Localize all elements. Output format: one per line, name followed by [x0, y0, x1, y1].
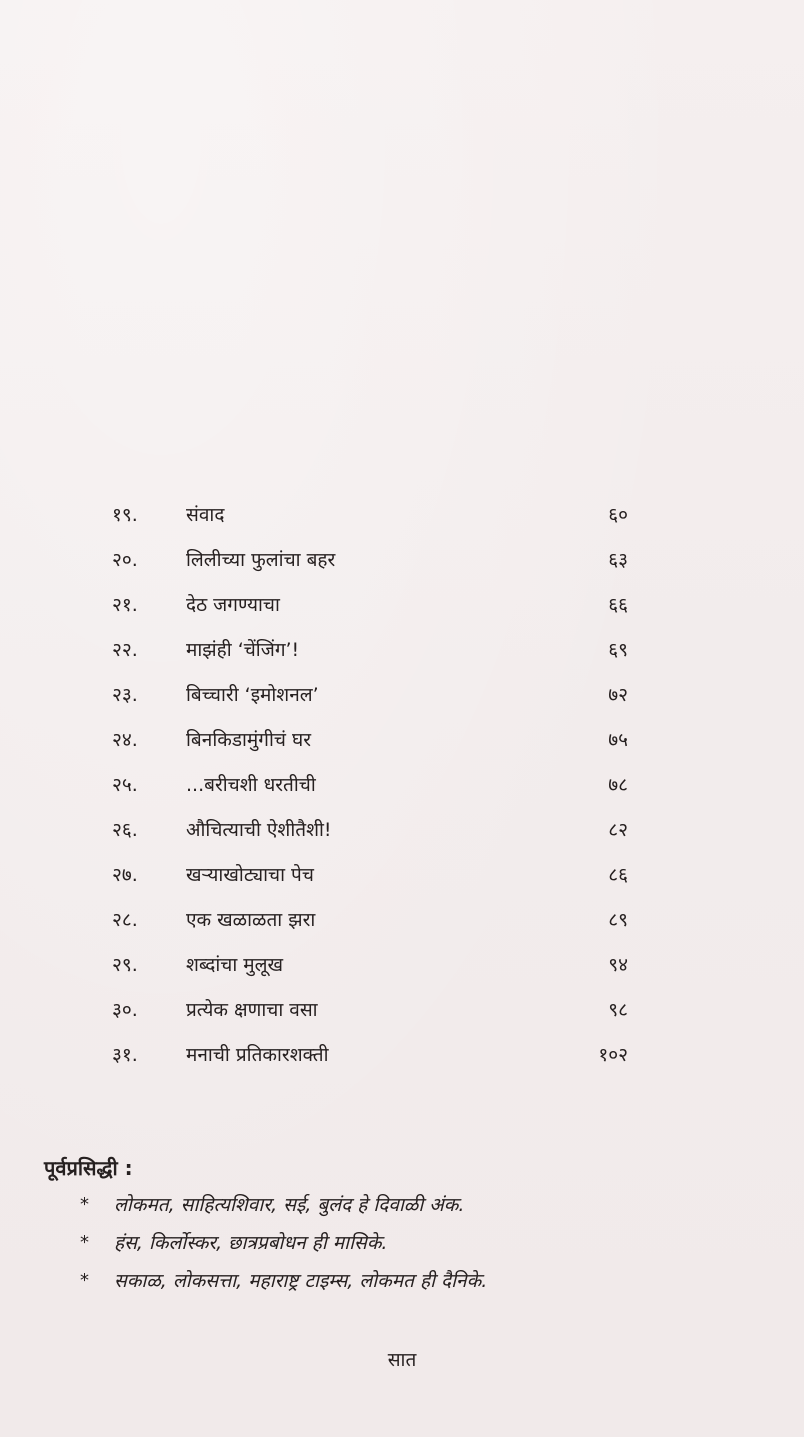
toc-entry-number: २१.	[112, 594, 138, 616]
toc-entry	[0, 628, 804, 673]
toc-entry-title: संवाद	[186, 504, 225, 526]
toc-entry-page: ८६	[608, 864, 628, 886]
toc-entry	[0, 493, 804, 538]
toc-entry-number: ३०.	[112, 999, 138, 1021]
toc-entry-title: मनाची प्रतिकारशक्ती	[186, 1044, 329, 1066]
toc-entry-number: २४.	[112, 729, 138, 751]
toc-entry	[0, 538, 804, 583]
previous-publication-text: लोकमत, साहित्यशिवार, सई, बुलंद हे दिवाळी अंक.	[114, 1194, 465, 1216]
toc-entry-page: ६३	[608, 549, 628, 571]
toc-entry	[0, 583, 804, 628]
toc-entry-page: ६०	[608, 504, 628, 526]
previous-publication-heading: पूर्वप्रसिद्धी :	[44, 1156, 133, 1180]
toc-entry-number: २७.	[112, 864, 138, 886]
toc-entry-title: एक खळाळता झरा	[186, 909, 316, 931]
asterisk-icon: *	[80, 1194, 89, 1215]
toc-entry-page: ७५	[608, 729, 628, 751]
toc-entry-title: औचित्याची ऐशीतैशी!	[186, 819, 332, 841]
toc-entry-title: देठ जगण्याचा	[186, 594, 280, 616]
toc-entry-page: १०२	[598, 1044, 628, 1066]
toc-entry-page: ९४	[608, 954, 628, 976]
list-item	[44, 1262, 764, 1300]
toc-entry	[0, 943, 804, 988]
toc-entry-number: २२.	[112, 639, 138, 661]
toc-entry-number: २३.	[112, 684, 138, 706]
toc-entry-title: ...बरीचशी धरतीची	[186, 774, 316, 796]
toc-entry	[0, 673, 804, 718]
toc-entry-title: बिच्चारी ‘इमोशनल’	[186, 684, 319, 706]
toc-entry	[0, 808, 804, 853]
toc-entry-number: २६.	[112, 819, 138, 841]
previous-publication-text: सकाळ, लोकसत्ता, महाराष्ट्र टाइम्स, लोकमत ही दैनिके.	[114, 1270, 488, 1292]
toc-entry-number: २०.	[112, 549, 138, 571]
toc-entry-title: शब्दांचा मुलूख	[186, 954, 284, 976]
toc-entry-page: ७२	[608, 684, 628, 706]
previous-publication-text: हंस, किर्लोस्कर, छात्रप्रबोधन ही मासिके.	[114, 1232, 388, 1254]
toc-entry-page: ९८	[608, 999, 628, 1021]
page-number: सात	[387, 1349, 417, 1371]
toc-entry-number: २९.	[112, 954, 138, 976]
toc-entry	[0, 898, 804, 943]
toc-entry-number: १९.	[112, 504, 138, 526]
toc-entry-number: ३१.	[112, 1044, 138, 1066]
toc-entry-page: ६६	[608, 594, 628, 616]
toc-entry	[0, 763, 804, 808]
asterisk-icon: *	[80, 1232, 89, 1253]
toc-entry-title: खऱ्याखोट्याचा पेच	[186, 864, 314, 886]
toc-entry-title: लिलीच्या फुलांचा बहर	[186, 549, 336, 571]
toc-entry-page: ६९	[608, 639, 628, 661]
toc-entry-number: २५.	[112, 774, 138, 796]
list-item	[44, 1186, 764, 1224]
toc-entry	[0, 1033, 804, 1078]
asterisk-icon: *	[80, 1270, 89, 1291]
previous-publication-section	[44, 1150, 764, 1300]
toc-entry-title: माझंही ‘चेंजिंग’!	[186, 639, 300, 661]
table-of-contents	[0, 493, 804, 1078]
toc-entry	[0, 853, 804, 898]
toc-entry-page: ७८	[608, 774, 628, 796]
toc-entry	[0, 718, 804, 763]
toc-entry-page: ८९	[608, 909, 628, 931]
toc-entry-page: ८२	[608, 819, 628, 841]
list-item	[44, 1224, 764, 1262]
toc-entry-title: बिनकिडामुंगीचं घर	[186, 729, 311, 751]
toc-entry-number: २८.	[112, 909, 138, 931]
previous-publication-list	[44, 1186, 764, 1300]
toc-entry	[0, 988, 804, 1033]
toc-entry-title: प्रत्येक क्षणाचा वसा	[186, 999, 318, 1021]
